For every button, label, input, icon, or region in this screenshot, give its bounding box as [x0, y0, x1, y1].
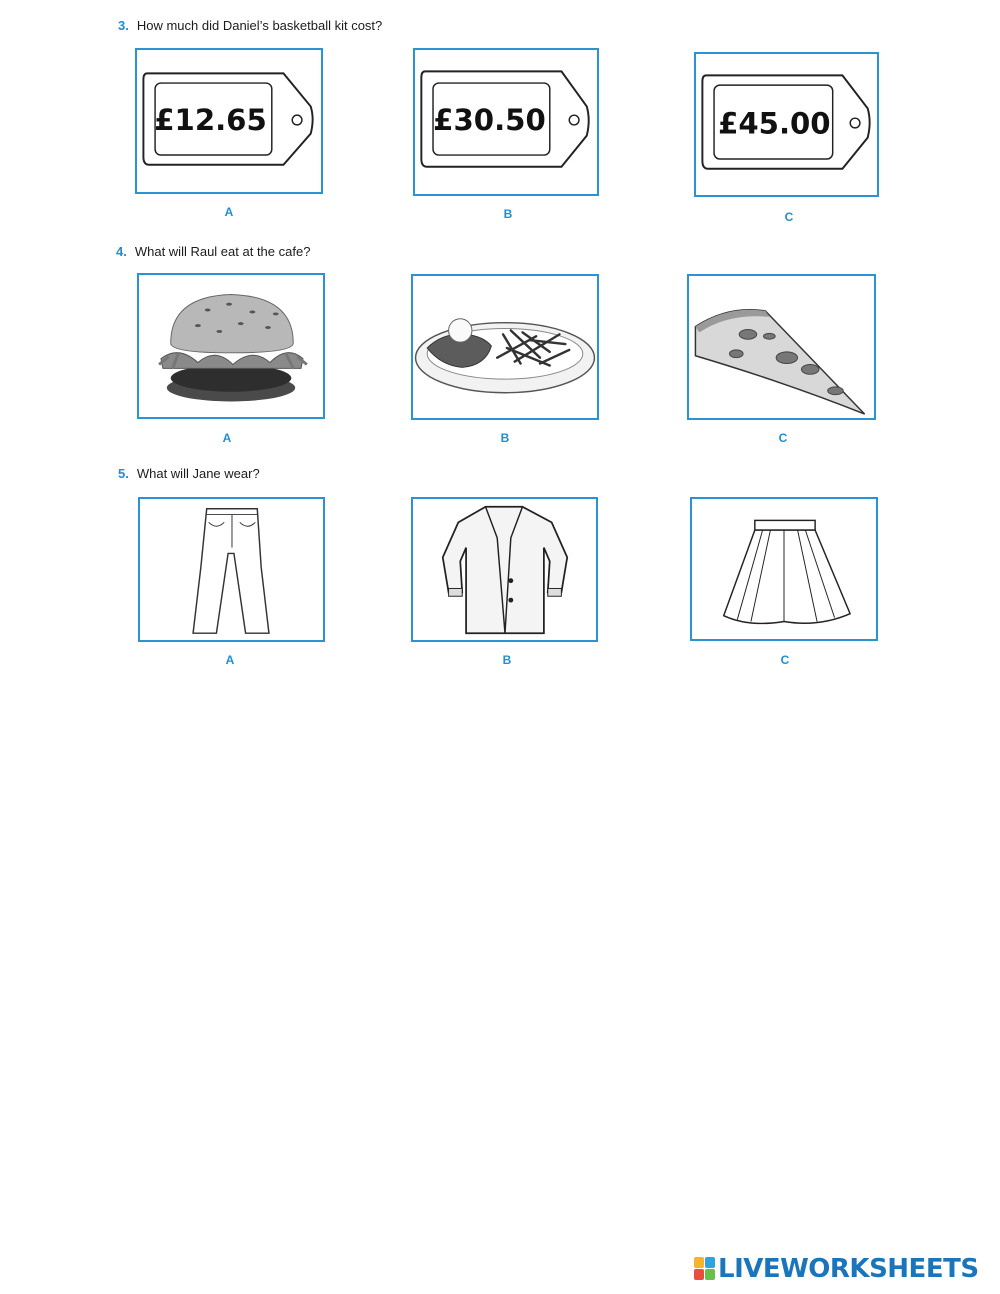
- option-3b[interactable]: [413, 48, 599, 196]
- option-4c[interactable]: [687, 274, 876, 420]
- option-letter: C: [784, 210, 794, 224]
- option-letter: B: [503, 207, 513, 221]
- option-letter: A: [225, 653, 235, 667]
- question-number: 3.: [118, 18, 129, 33]
- question-text: How much did Daniel’s basketball kit cost?: [136, 18, 383, 33]
- skirt-icon: [692, 499, 876, 639]
- option-letter: A: [222, 431, 232, 445]
- logo-text: LIVEWORKSHEETS: [718, 1254, 979, 1284]
- jacket-icon: [413, 499, 596, 640]
- option-5c[interactable]: [690, 497, 878, 641]
- question-3: [118, 18, 382, 33]
- question-5: [118, 466, 260, 481]
- option-letter: B: [500, 431, 510, 445]
- question-number: 5.: [118, 466, 129, 481]
- option-3c[interactable]: [694, 52, 879, 197]
- price-tag-icon: [415, 50, 597, 194]
- price-tag-icon: [137, 50, 321, 192]
- price-tag-icon: [696, 54, 877, 195]
- burger-icon: [139, 275, 323, 417]
- option-5a[interactable]: [138, 497, 325, 642]
- option-letter: A: [224, 205, 234, 219]
- price-label: £30.50: [433, 102, 546, 137]
- option-letter: B: [502, 653, 512, 667]
- question-4: [116, 244, 310, 259]
- fish-and-chips-icon: [413, 276, 597, 418]
- option-letter: C: [778, 431, 788, 445]
- option-5b[interactable]: [411, 497, 598, 642]
- question-text: What will Raul eat at the cafe?: [134, 244, 311, 259]
- option-3a[interactable]: [135, 48, 323, 194]
- price-label: £12.65: [154, 102, 267, 137]
- question-number: 4.: [116, 244, 127, 259]
- price-label: £45.00: [718, 106, 831, 141]
- option-letter: C: [780, 653, 790, 667]
- logo-mark-icon: [694, 1257, 716, 1281]
- liveworksheets-logo: [694, 1254, 979, 1284]
- question-text: What will Jane wear?: [136, 466, 260, 481]
- jeans-icon: [140, 499, 323, 640]
- option-4b[interactable]: [411, 274, 599, 420]
- pizza-slice-icon: [689, 276, 874, 418]
- option-4a[interactable]: [137, 273, 325, 419]
